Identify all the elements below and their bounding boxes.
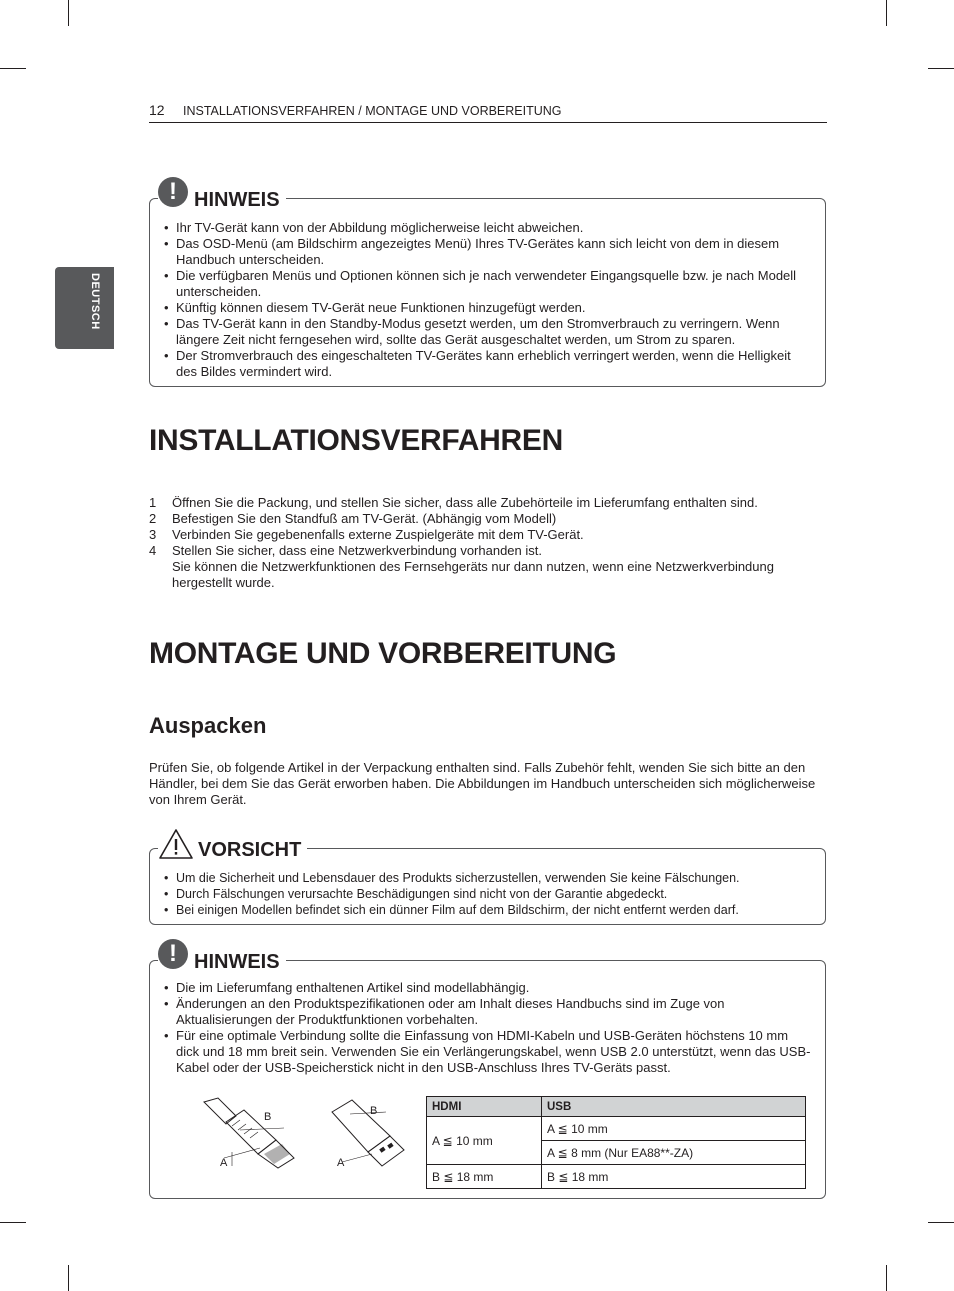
installation-steps — [149, 495, 829, 591]
table-cell: B ≦ 18 mm — [427, 1165, 542, 1189]
usb-stick-diagram — [328, 1096, 414, 1170]
list-item — [149, 527, 829, 543]
page-number: 12 — [149, 102, 165, 118]
hinweis-note-box-top — [149, 178, 826, 387]
note-label: HINWEIS — [194, 951, 280, 973]
note-list — [164, 980, 813, 1076]
note-label: HINWEIS — [194, 189, 280, 211]
column-header-usb: USB — [542, 1097, 806, 1117]
step-number: 3 — [149, 527, 157, 542]
note-heading — [158, 175, 286, 211]
step-text: Stellen Sie sicher, dass eine Netzwerkverbindung vorhanden ist. — [172, 543, 542, 558]
list-item: • Das OSD-Menü (am Bildschirm angezeigtes Menü) Ihres TV-Gerätes kann sich leicht von dem in diesem Handbuch unterscheiden. — [164, 236, 813, 268]
dimension-label-a: A — [220, 1157, 228, 1169]
crop-mark — [886, 0, 887, 26]
step-number: 1 — [149, 495, 157, 510]
table-cell: A ≦ 8 mm (Nur EA88**-ZA) — [542, 1141, 806, 1165]
step-text: Öffnen Sie die Packung, und stellen Sie sicher, dass alle Zubehörteile im Lieferumfang enthalten sind. — [172, 495, 758, 510]
crop-mark — [0, 68, 26, 69]
list-item: • Änderungen an den Produktspezifikationen oder am Inhalt dieses Handbuchs sind im Zuge von Aktualisierungen der Produktfunktionen vorbehalten. — [164, 996, 813, 1028]
warning-triangle-icon — [158, 828, 194, 860]
language-side-tab — [55, 267, 114, 349]
list-item: • Bei einigen Modellen befindet sich ein dünner Film auf dem Bildschirm, der nicht entfernt werden darf. — [164, 902, 813, 918]
column-header-hdmi: HDMI — [427, 1097, 542, 1117]
crop-mark — [928, 68, 954, 69]
table-header-row — [427, 1097, 806, 1117]
table-cell: A ≦ 10 mm — [542, 1117, 806, 1141]
page-header — [149, 102, 827, 123]
list-item: • Das TV-Gerät kann in den Standby-Modus gesetzt werden, um den Stromverbrauch zu verringern. Wenn längere Zeit nicht ferngesehen wird, sollte das Gerät ausgeschaltet werden, um Strom zu sparen. — [164, 316, 813, 348]
step-text: Verbinden Sie gegebenenfalls externe Zuspielgeräte mit dem TV-Gerät. — [172, 527, 584, 542]
header-title: INSTALLATIONSVERFAHREN / MONTAGE UND VORBEREITUNG — [183, 104, 562, 118]
note-heading — [158, 937, 286, 973]
exclamation-icon: ! — [158, 177, 188, 207]
intro-paragraph: Prüfen Sie, ob folgende Artikel in der Verpackung enthalten sind. Falls Zubehör fehlt, wenden Sie sich bitte an den Händler, bei dem Sie das Gerät erworben haben. Die Abbildungen im Handbuch unterscheiden sich möglicherweise von Ihrem Gerät. — [149, 760, 816, 807]
dimension-label-b: B — [264, 1111, 272, 1123]
hdmi-plug-diagram — [196, 1096, 304, 1170]
step-number: 2 — [149, 511, 157, 526]
note-list — [164, 220, 813, 380]
language-label: DEUTSCH — [89, 273, 101, 330]
table-cell: B ≦ 18 mm — [542, 1165, 806, 1189]
crop-mark — [68, 1265, 69, 1291]
list-item: • Durch Fälschungen verursachte Beschädigungen sind nicht von der Garantie abgedeckt. — [164, 886, 813, 902]
list-item: • Der Stromverbrauch des eingeschalteten TV-Gerätes kann erheblich verringert werden, wenn die Helligkeit des Bildes vermindert wird. — [164, 348, 813, 380]
list-item: • Für eine optimale Verbindung sollte die Einfassung von HDMI-Kabeln und USB-Geräten höchstens 10 mm dick und 18 mm breit sein. Verwenden Sie ein Verlängerungskabel, wenn USB 2.0 unterstützt, wenn das USB-Kabel oder der USB-Speicherstick nicht in den USB-Anschluss Ihres TV-Geräts passt. — [164, 1028, 813, 1076]
table-row — [427, 1117, 806, 1141]
step-extra-text: Sie können die Netzwerkfunktionen des Fernsehgeräts nur dann nutzen, wenn eine Netzwerkverbindung hergestellt wurde. — [172, 559, 774, 590]
list-item: • Künftig können diesem TV-Gerät neue Funktionen hinzugefügt werden. — [164, 300, 813, 316]
step-text: Befestigen Sie den Standfuß am TV-Gerät. (Abhängig vom Modell) — [172, 511, 557, 526]
subsection-title-auspacken: Auspacken — [149, 713, 267, 738]
caution-list — [164, 870, 813, 918]
list-item — [149, 495, 829, 511]
section-title-montage: MONTAGE UND VORBEREITUNG — [149, 637, 617, 670]
step-number: 4 — [149, 543, 157, 558]
dimension-label-b: B — [370, 1105, 378, 1117]
connector-size-table — [426, 1096, 806, 1189]
list-item: • Die im Lieferumfang enthaltenen Artikel sind modellabhängig. — [164, 980, 813, 996]
list-item: • Um die Sicherheit und Lebensdauer des Produkts sicherzustellen, verwenden Sie keine Fälschungen. — [164, 870, 813, 886]
list-item: • Ihr TV-Gerät kann von der Abbildung möglicherweise leicht abweichen. — [164, 220, 813, 236]
table-cell: A ≦ 10 mm — [427, 1117, 542, 1165]
vorsicht-caution-box — [149, 839, 826, 925]
caution-heading — [158, 825, 307, 861]
dimension-label-a: A — [337, 1157, 345, 1169]
crop-mark — [68, 0, 69, 26]
crop-mark — [928, 1222, 954, 1223]
list-item — [149, 511, 829, 527]
crop-mark — [0, 1222, 26, 1223]
list-item: • Die verfügbaren Menüs und Optionen können sich je nach verwendeter Eingangsquelle bzw. je nach Modell unterscheiden. — [164, 268, 813, 300]
list-item — [149, 543, 829, 591]
exclamation-icon: ! — [158, 939, 188, 969]
caution-label: VORSICHT — [198, 839, 302, 861]
crop-mark — [886, 1265, 887, 1291]
table-row — [427, 1165, 806, 1189]
section-title-installation: INSTALLATIONSVERFAHREN — [149, 424, 563, 457]
